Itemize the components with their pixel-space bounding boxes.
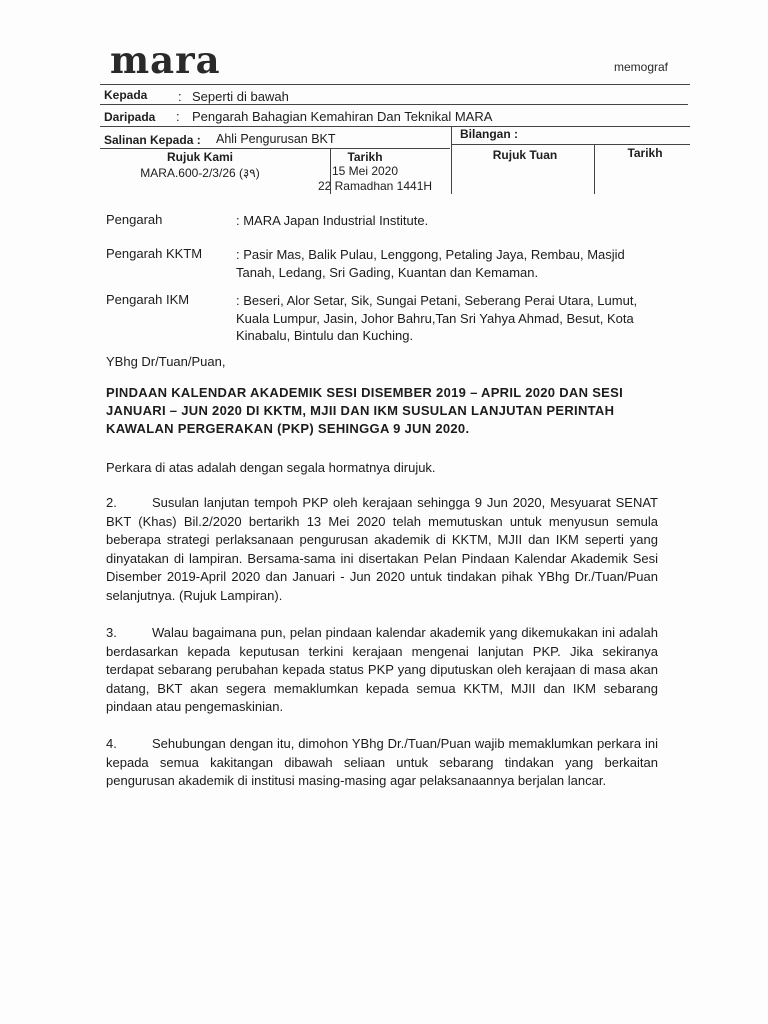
salinan-label: Salinan Kepada :: [104, 133, 201, 147]
mara-logo: mara: [110, 38, 221, 82]
recipient-value: : MARA Japan Industrial Institute.: [236, 213, 429, 228]
recipient-label: Pengarah: [106, 212, 163, 227]
paragraph-3: [106, 624, 658, 717]
divider: [100, 126, 690, 127]
bilangan-label: Bilangan :: [460, 127, 519, 141]
divider: [451, 126, 452, 194]
paragraph-text: Perkara di atas adalah dengan segala hormatnya dirujuk.: [106, 460, 436, 475]
divider: [100, 148, 450, 149]
rujuk-kami-value: MARA.600-2/3/26 (३٩): [140, 166, 260, 180]
paragraph-number: 2.: [106, 495, 117, 510]
tarikh-hijri-value: 22 Ramadhan 1441H: [317, 179, 433, 193]
recipient-label: Pengarah IKM: [106, 292, 190, 307]
paragraph-number: 4.: [106, 736, 117, 751]
kepada-value: Seperti di bawah: [192, 89, 289, 104]
recipient-label: Pengarah KKTM: [106, 246, 203, 261]
tarikh-value: 15 Mei 2020: [331, 164, 399, 178]
kepada-separator: :: [178, 89, 182, 104]
kepada-label: Kepada: [104, 88, 148, 102]
daripada-value: Pengarah Bahagian Kemahiran Dan Teknikal MARA: [192, 109, 493, 124]
paragraph-4: [106, 735, 658, 791]
salutation: YBhg Dr/Tuan/Puan,: [106, 354, 226, 369]
rujuk-tuan-label: Rujuk Tuan: [492, 148, 558, 162]
paragraph-text: Sehubungan dengan itu, dimohon YBhg Dr./Tuan/Puan wajib memaklumkan perkara ini kepada semua kakitangan dibawah seliaan untuk sebarang tindakan yang berkaitan pengurusan akademik di institusi masing-masing agar pelaksanaannya berjalan lancar.: [106, 736, 658, 788]
paragraph-text: Susulan lanjutan tempoh PKP oleh kerajaan sehingga 9 Jun 2020, Mesyuarat SENAT BKT (Khas) Bil.2/2020 bertarikh 13 Mei 2020 telah memutuskan untuk menyusun semula beberapa strategi perlaksanaan pengurusan akademik di KKTM, MJII dan IKM seperti yang dinyatakan di lampiran. Bersama-sama ini disertakan Pelan Pindaan Kalendar Akademik Sesi Disember 2019-April 2020 dan Januari - Jun 2020 untuk tindakan pihak YBhg Dr./Tuan/Puan selanjutnya. (Rujuk Lampiran).: [106, 495, 658, 603]
paragraph-1: [106, 459, 658, 478]
daripada-label: Daripada: [104, 110, 156, 124]
salinan-value: Ahli Pengurusan BKT: [216, 132, 336, 146]
memo-type-label: memograf: [614, 60, 669, 74]
recipient-value: : Beseri, Alor Setar, Sik, Sungai Petani, Seberang Perai Utara, Lumut, Kuala Lumpur, Jasin, Johor Bahru,Tan Sri Yahya Ahmad, Besut, Kota Kinabalu, Bintulu dan Kuching.: [236, 293, 638, 343]
divider: [100, 84, 690, 85]
daripada-separator: :: [176, 109, 180, 124]
divider: [594, 144, 595, 194]
memo-header-form: [100, 84, 690, 196]
tarikh-tuan-label: Tarikh: [627, 146, 663, 160]
paragraph-text: Walau bagaimana pun, pelan pindaan kalendar akademik yang dikemukakan ini adalah berdasarkan kepada keputusan terkini kerajaan mengenai lanjutan PKP. Jika sekiranya terdapat sebarang perubahan kepada status PKP yang diputuskan oleh kerajaan di masa akan datang, BKT akan segera memaklumkan kepada semua KKTM, MJII dan IKM sebarang pindaan atau pengemaskinian.: [106, 625, 658, 714]
tarikh-label: Tarikh: [347, 150, 383, 164]
rujuk-kami-label: Rujuk Kami: [166, 150, 233, 164]
paragraph-2: [106, 494, 658, 605]
paragraph-number: 3.: [106, 625, 117, 640]
recipient-value: : Pasir Mas, Balik Pulau, Lenggong, Petaling Jaya, Rembau, Masjid Tanah, Ledang, Sri Gading, Kuantan dan Kemaman.: [236, 247, 625, 280]
divider: [100, 104, 688, 105]
memo-subject: PINDAAN KALENDAR AKADEMIK SESI DISEMBER 2019 – APRIL 2020 DAN SESI JANUARI – JUN 2020 DI KKTM, MJII DAN IKM SUSULAN LANJUTAN PERINTAH KAWALAN PERGERAKAN (PKP) SEHINGGA 9 JUN 2020.: [106, 385, 624, 436]
divider: [452, 144, 690, 145]
